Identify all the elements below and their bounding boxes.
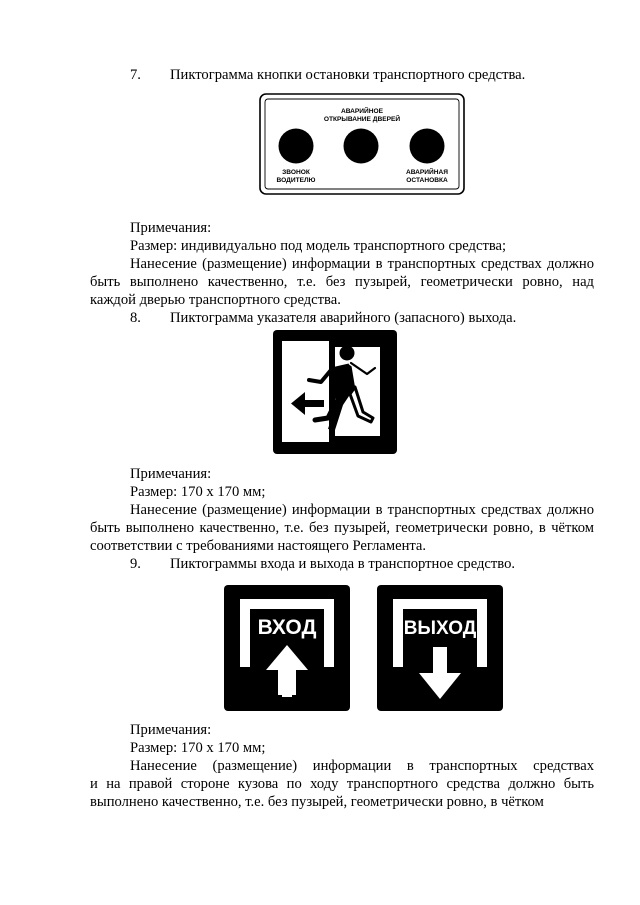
section-9-size-line: Размер: 170 х 170 мм; (130, 740, 266, 756)
section-7-title: Пиктограмма кнопки остановки транспортного средства. (170, 67, 526, 83)
section-9-number: 9. (130, 556, 141, 572)
section-8-size-line: Размер: 170 х 170 мм; (130, 484, 266, 500)
section-7-apply-line-2: быть выполнено качественно, т.е. без пузырей, геометрически ровно, над (90, 274, 594, 290)
section-9-apply-line-1: Нанесение (размещение) информации в транспортных средствах (130, 758, 594, 774)
section-7-apply-line-3: каждой дверью транспортного средства. (90, 292, 341, 308)
panel-right-label-1: АВАРИЙНАЯ (405, 169, 449, 176)
section-9-apply-line-2: и на правой стороне кузова по ходу транспортного средства должно быть (90, 776, 594, 792)
stop-button-pictogram (259, 93, 465, 195)
emergency-exit-pictogram (273, 330, 397, 454)
section-9-apply-line-3: выполнено качественно, т.е. без пузырей, геометрически ровно, в чётком (90, 794, 544, 810)
entry-label: ВХОД (257, 616, 317, 639)
exit-pictogram (377, 585, 503, 711)
panel-top-label-1: АВАРИЙНОЕ (340, 108, 384, 115)
emergency-stop-button-icon (410, 129, 445, 164)
section-7-apply-line-1: Нанесение (размещение) информации в транспортных средствах должно (130, 256, 594, 272)
section-9-notes-heading: Примечания: (130, 722, 212, 738)
section-8-apply-line-2: быть выполнено качественно, т.е. без пузырей, геометрически ровно, в чётком (90, 520, 594, 536)
section-7-notes-heading: Примечания: (130, 220, 212, 236)
entry-pictogram (224, 585, 350, 711)
panel-left-label-1: ЗВОНОК (282, 169, 310, 176)
section-8-title: Пиктограмма указателя аварийного (запасного) выхода. (170, 310, 517, 326)
panel-top-label-2: ОТКРЫВАНИЕ ДВЕРЕЙ (323, 116, 401, 123)
driver-call-button-icon (279, 129, 314, 164)
panel-right-label-2: ОСТАНОВКА (406, 177, 448, 184)
section-8-number: 8. (130, 310, 141, 326)
section-8-apply-line-3: соответствии с требованиями настоящего Регламента. (90, 538, 427, 554)
panel-left-label-2: ВОДИТЕЛЮ (276, 177, 316, 184)
section-8-notes-heading: Примечания: (130, 466, 212, 482)
section-7-number: 7. (130, 67, 141, 83)
section-7-size-line: Размер: индивидуально под модель транспортного средства; (130, 238, 507, 254)
exit-label: ВЫХОД (403, 618, 477, 639)
section-9-title: Пиктограммы входа и выхода в транспортное средство. (170, 556, 516, 572)
emergency-door-button-icon (344, 129, 379, 164)
section-8-apply-line-1: Нанесение (размещение) информации в транспортных средствах должно (130, 502, 594, 518)
